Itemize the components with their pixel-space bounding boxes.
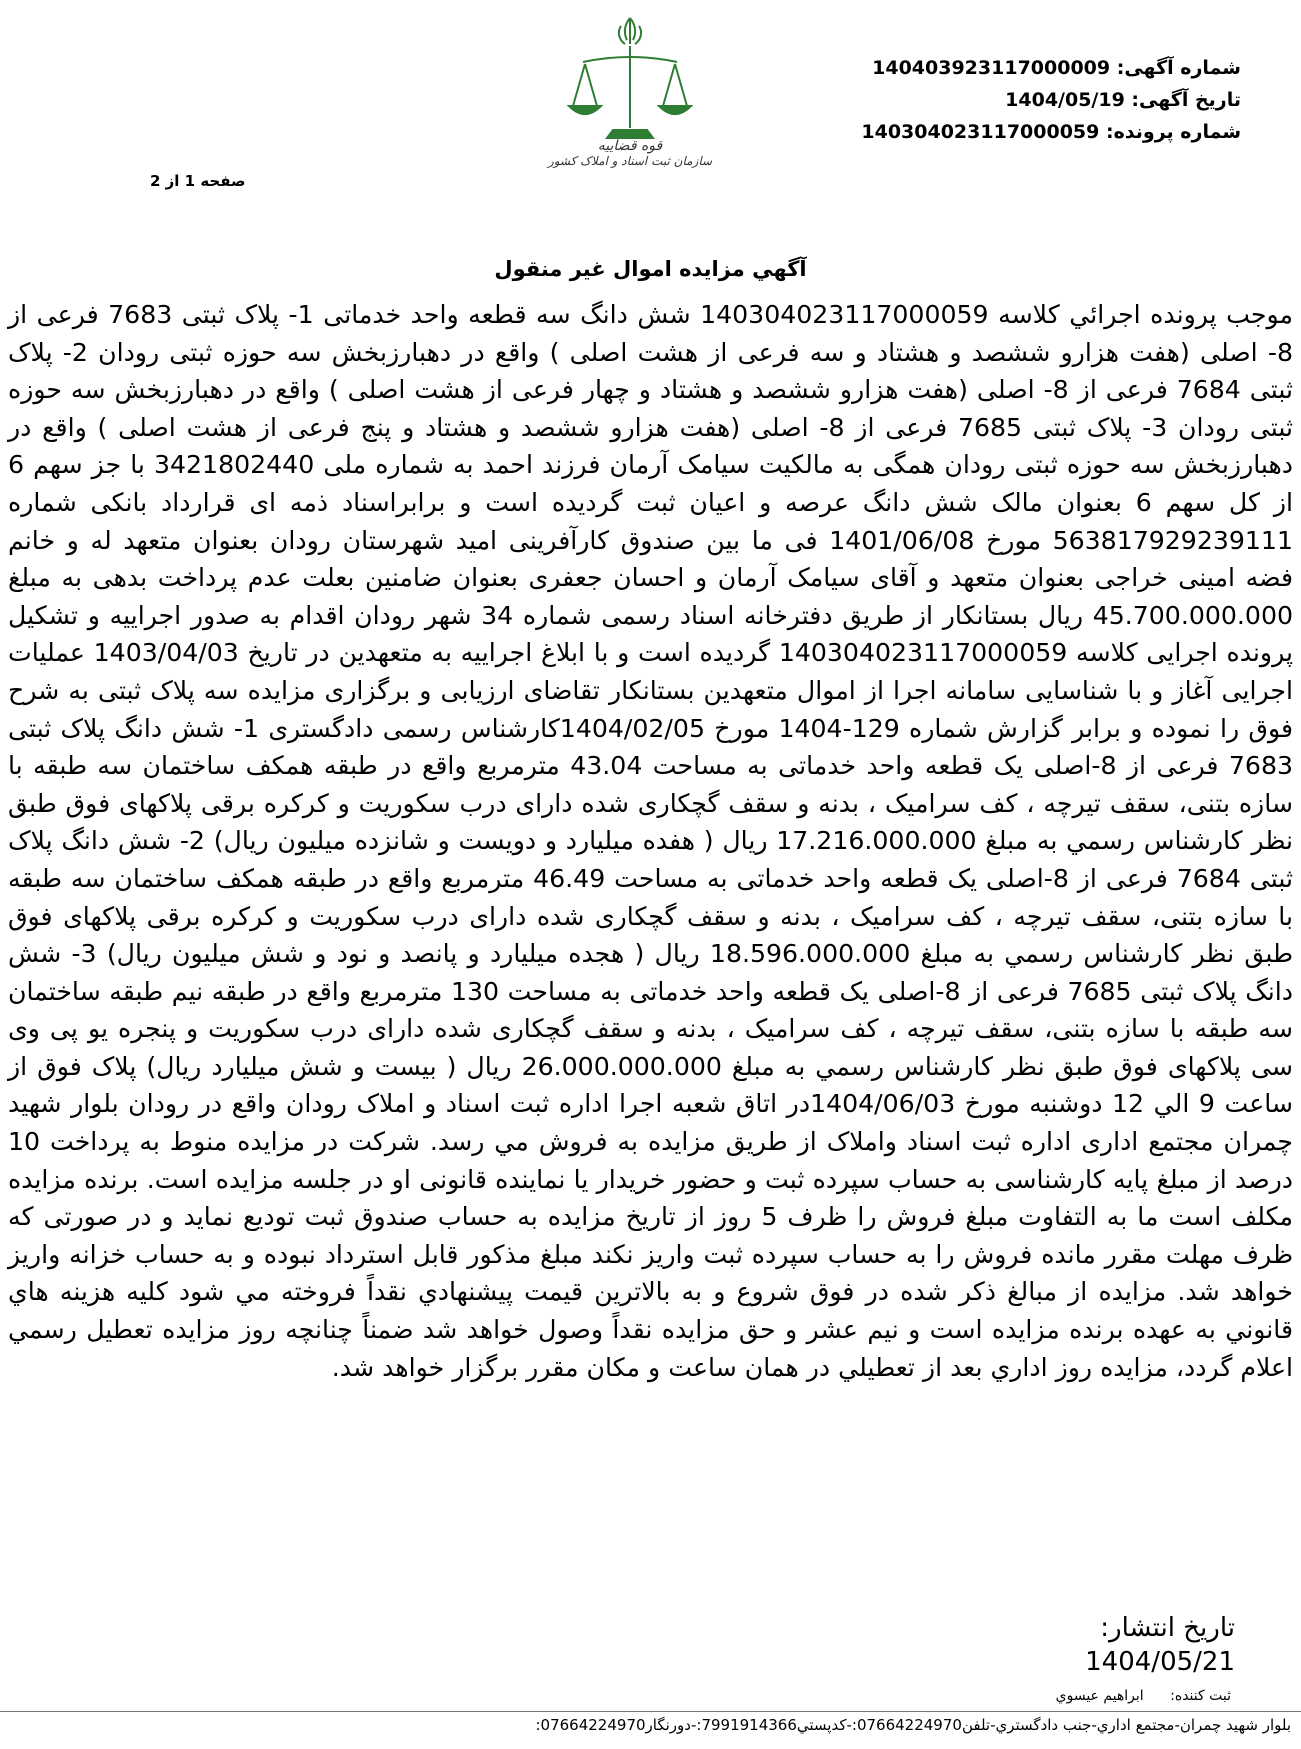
registrar-label: ثبت كننده: [1170,1688,1231,1704]
footer-divider [0,1711,1301,1712]
case-number: 140304023117000059 [861,121,1100,143]
notice-title: آگهي مزايده اموال غير منقول [494,257,807,281]
case-number-row [761,116,1241,148]
emblem-caption-line-1: قوه قضاییه [597,138,663,154]
ad-meta-block [761,52,1241,148]
publication-date: 1404/05/21 [1085,1647,1235,1677]
publication-date-label: تاریخ انتشار: [1100,1613,1235,1643]
case-number-label: شماره پرونده: [1105,121,1241,143]
ad-number: 140403923117000009 [872,57,1111,79]
ad-date: 1404/05/19 [1005,89,1125,111]
ad-date-label: تاریخ آگهی: [1131,89,1241,111]
page-indicator: صفحه 1 از 2 [150,172,246,190]
registrar-name: ابراهيم عيسوي [1055,1688,1144,1704]
notice-body: موجب پرونده اجرائي كلاسه 140304023117000059 شش دانگ سه قطعه واحد خدماتی 1- پلاک ثبتی 7683 فرعی از 8- اصلی (هفت هزارو ششصد و هشتاد و سه فرعی از هشت اصلی ) واقع در دهبارزبخش سه حوزه ثبتی رودان 2- پلاک ثبتی 7684 فرعی از 8- اصلی (هفت هزارو ششصد و هشتاد و چهار فرعی از هشت اصلی ) واقع در دهبارزبخش سه حوزه ثبتی رودان 3- پلاک ثبتی 7685 فرعی از 8- اصلی (هفت هزارو ششصد و هشتاد و پنج فرعی از هشت اصلی ) واقع در دهبارزبخش سه حوزه ثبتی رودان همگی به مالکیت سیامک آرمان فرزند احمد به شماره ملی 3421802440 با جز سهم 6 از کل سهم 6 بعنوان مالک شش دانگ عرصه و اعیان ثبت گردیده است و برابراسناد ذمه ای قرارداد بانکی شماره 563817929239111 مورخ 1401/06/08 فی ما بین صندوق کارآفرینی امید شهرستان رودان بعنوان متعهد له و خانم فضه امینی خراجی بعنوان متعهد و آقای سیامک آرمان و احسان جعفری بعنوان ضامنین بعلت عدم پرداخت بدهی به مبلغ 45.700.000.000 ریال بستانکار از طریق دفترخانه اسناد رسمی شماره 34 شهر رودان اقدام به صدور اجراییه و تشکیل پرونده اجرایی کلاسه 140304023117000059 گردیده است و با ابلاغ اجراییه به متعهدین در تاریخ 1403/04/03 عملیات اجرایی آغاز و با شناسایی سامانه اجرا از اموال متعهدین بستانکار تقاضای ارزیابی و برگزاری مزایده سه پلاک ثبتی به شرح فوق را نموده و برابر گزارش شماره 129-1404 مورخ 1404/02/05کارشناس رسمی دادگستری 1- شش دانگ پلاک ثبتی 7683 فرعی از 8-اصلی یک قطعه واحد خدماتی به مساحت 43.04 مترمربع واقع در طبقه همکف ساختمان سه طبقه با سازه بتنی، سقف تیرچه ، کف سرامیک ، بدنه و سقف گچکاری شده دارای درب سکوریت و کرکره برقی پلاکهای فوق طبق نظر کارشناس رسمي به مبلغ 17.216.000.000 ریال ( هفده میلیارد و دویست و شانزده میلیون ریال) 2- شش دانگ پلاک ثبتی 7684 فرعی از 8-اصلی یک قطعه واحد خدماتی به مساحت 46.49 مترمربع واقع در طبقه همکف ساختمان سه طبقه با سازه بتنی، سقف تیرچه ، کف سرامیک ، بدنه و سقف گچکاری شده دارای درب سکوریت و کرکره برقی پلاکهای فوق طبق نظر کارشناس رسمي به مبلغ 18.596.000.000 ریال ( هجده میلیارد و پانصد و نود و شش میلیون ریال) 3- شش دانگ پلاک ثبتی 7685 فرعی از 8-اصلی یک قطعه واحد خدماتی به مساحت 130 مترمربع واقع در طبقه نیم طبقه ساختمان سه طبقه با سازه بتنی، سقف تیرچه ، کف سرامیک ، بدنه و سقف گچکاری شده دارای درب سکوریت و پنجره یو پی وی سی پلاکهای فوق طبق نظر کارشناس رسمي به مبلغ 26.000.000.000 ریال ( بیست و شش میلیارد ریال) پلاک فوق از ساعت 9 الي 12 دوشنبه مورخ 1404/06/03در اتاق شعبه اجرا اداره ثبت اسناد و املاک رودان واقع در رودان بلوار شهید چمران مجتمع اداری اداره ثبت اسناد واملاک از طریق مزایده به فروش مي رسد. شرکت در مزایده منوط به پرداخت 10 درصد از مبلغ پایه کارشناسی به حساب سپرده ثبت و حضور خریدار یا نماینده قانونی او در جلسه مزایده است. برنده مزایده مکلف است ما به التفاوت مبلغ فروش را ظرف 5 روز از تاریخ مزایده به حساب صندوق ثبت تودیع نماید و در صورتی که ظرف مهلت مقرر مانده فروش را به حساب سپرده ثبت واریز نکند مبلغ مذکور قابل استرداد نبوده و به حساب خزانه واریز خواهد شد. مزایده از مبالغ ذکر شده در فوق شروع و به بالاترین قیمت پیشنهادي نقداً فروخته مي شود کلیه هزینه هاي قانوني به عهده برنده مزایده است و نیم عشر و حق مزایده نقداً وصول خواهد شد ضمناً چنانچه روز مزایده تعطیل رسمي اعلام گردد، مزایده روز اداري بعد از تعطیلي در همان ساعت و مکان مقرر برگزار خواهد شد. [8,300,1294,1382]
ad-number-label: شماره آگهی: [1116,57,1241,79]
publication-date-block [1085,1611,1235,1679]
registrar-line [1056,1688,1231,1704]
emblem-caption-line-2: سازمان ثبت اسناد و املاک کشور [547,154,713,168]
ad-number-row [761,52,1241,84]
emblem-caption [520,138,740,168]
footer-address: بلوار شهید چمران-مجتمع اداري-جنب دادگستري-تلفن07664224970:-کدپستي7991914366:-دورنگار07664224970: [535,1716,1291,1734]
ad-date-row [761,84,1241,116]
